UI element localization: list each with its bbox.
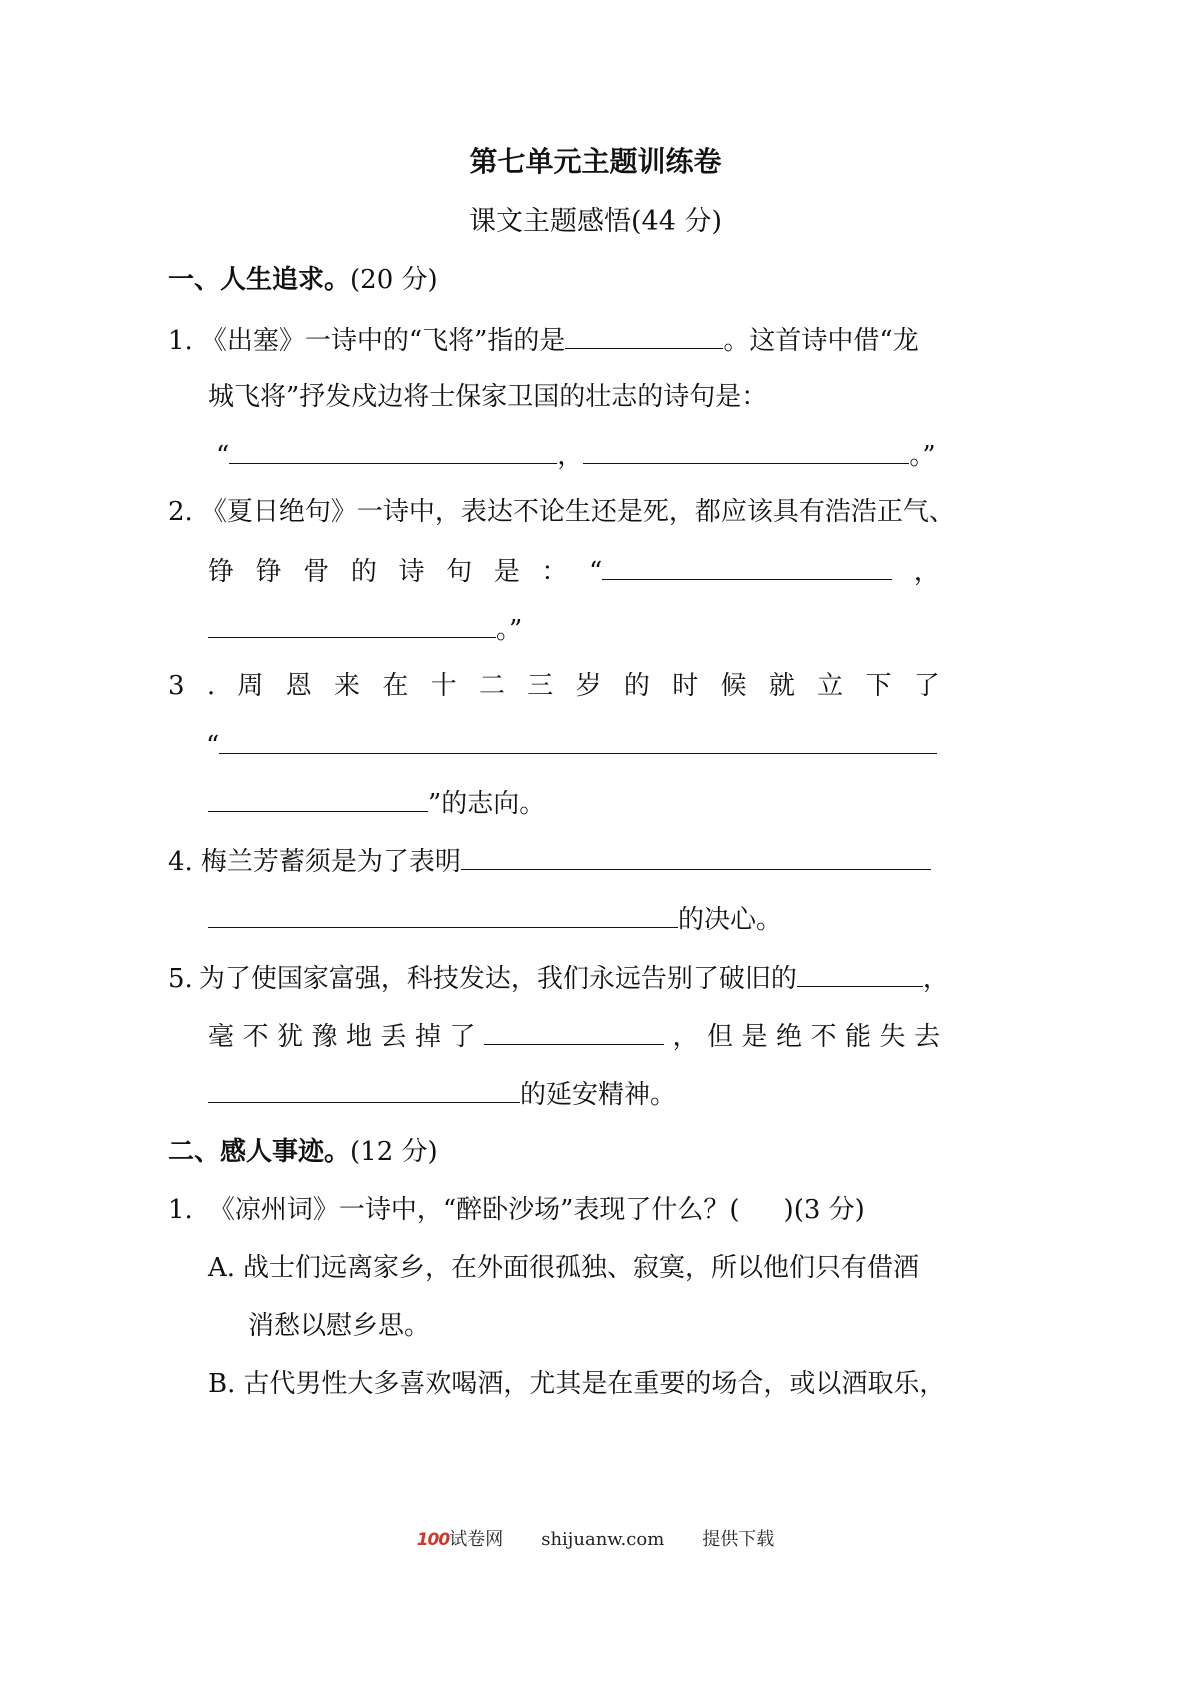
question-number: 3 (168, 671, 185, 701)
char: 是 (493, 557, 520, 587)
quote-and-blank (589, 553, 892, 589)
question-3-line-2 (206, 727, 937, 763)
question-5-line-3 (208, 1076, 676, 1112)
answer-blank[interactable] (583, 437, 909, 464)
char: 就 (768, 671, 795, 701)
comma: ， (922, 964, 949, 994)
question-text: 《凉州词》一诗中，“醉卧沙场”表现了什么？( (208, 1195, 740, 1225)
char: 毫 (208, 1022, 235, 1052)
char: 地 (346, 1022, 373, 1052)
open-quote: “ (216, 441, 230, 471)
char: 但 (706, 1022, 733, 1052)
question-number: 2. (168, 497, 193, 527)
char: 不 (242, 1022, 269, 1052)
question-text: 《夏日绝句》一诗中，表达不论生还是死，都应该具有浩浩正气、 (200, 497, 955, 527)
char: 能 (844, 1022, 871, 1052)
char: 的 (350, 557, 377, 587)
char: 绝 (775, 1022, 802, 1052)
question-3-line-1 (168, 669, 940, 703)
site-logo: 100 (416, 1530, 450, 1550)
answer-blank[interactable] (219, 727, 937, 754)
char: 周 (237, 671, 264, 701)
char: 犹 (277, 1022, 304, 1052)
char: 恩 (285, 671, 312, 701)
question-text: 的延安精神。 (520, 1080, 677, 1110)
answer-blank[interactable] (208, 901, 678, 928)
char: 三 (527, 671, 554, 701)
char: 时 (672, 671, 699, 701)
close-quote: 。” (909, 441, 936, 471)
char: 豫 (311, 1022, 338, 1052)
question-2-1-line (168, 1193, 865, 1227)
download-note: 提供下载 (702, 1529, 775, 1550)
question-text: 梅兰芳蓄须是为了表明 (200, 847, 461, 877)
section-heading (168, 263, 438, 297)
char: 铮 (208, 557, 235, 587)
question-4-line-2 (208, 901, 782, 937)
comma: ， (913, 557, 940, 587)
option-a-line-2: 消愁以慰乡思。 (248, 1311, 431, 1341)
section-title: 二、感人事迹。 (168, 1137, 351, 1167)
answer-blank[interactable] (565, 322, 723, 349)
page-title: 第七单元主题训练卷 (469, 145, 722, 178)
question-1-line-3 (216, 437, 936, 473)
page-subtitle: 课文主题感悟(44 分) (468, 206, 722, 237)
question-5-line-2 (208, 1018, 940, 1054)
char: 来 (334, 671, 361, 701)
question-3-line-3 (208, 785, 545, 821)
comma: ， (672, 1022, 699, 1052)
open-quote: “ (589, 557, 603, 587)
question-1-line-1 (168, 322, 919, 358)
answer-blank[interactable] (602, 553, 892, 580)
char: 掉 (415, 1022, 442, 1052)
char: 立 (817, 671, 844, 701)
section-heading (168, 1135, 438, 1169)
char: 了 (913, 671, 940, 701)
answer-blank[interactable] (797, 960, 923, 987)
char: 去 (913, 1022, 940, 1052)
answer-blank[interactable] (208, 1076, 520, 1103)
option-text: 战士们远离家乡，在外面很孤独、寂寞，所以他们只有借酒 (243, 1253, 920, 1283)
char: 铮 (255, 557, 282, 587)
question-text: 为了使国家富强，科技发达，我们永远告别了破旧的 (198, 964, 797, 994)
question-2-line-3 (208, 611, 522, 647)
question-number: 4. (168, 847, 193, 877)
char: 二 (478, 671, 505, 701)
question-number: 1. (168, 1195, 193, 1225)
char: ： (541, 557, 568, 587)
char: 是 (741, 1022, 768, 1052)
comma: ， (557, 441, 584, 471)
site-domain[interactable]: shijuanw.com (541, 1529, 665, 1550)
char: 十 (430, 671, 457, 701)
question-number: 5. (168, 964, 193, 994)
site-name: 试卷网 (449, 1529, 504, 1550)
question-text: ”的志向。 (428, 789, 546, 819)
answer-blank[interactable] (461, 843, 931, 870)
question-2-line-1 (168, 495, 955, 529)
question-5-line-1 (168, 960, 949, 996)
open-quote: “ (206, 731, 220, 761)
question-1-line-2: 城飞将”抒发戍边将士保家卫国的壮志的诗句是： (208, 382, 768, 412)
answer-blank[interactable] (484, 1018, 664, 1045)
section-points: (12 分) (350, 1137, 438, 1167)
question-text: 《出塞》一诗中的“飞将”指的是 (200, 326, 566, 356)
char: 候 (720, 671, 747, 701)
option-text: 古代男性大多喜欢喝酒，尤其是在重要的场合，或以酒取乐， (243, 1369, 946, 1399)
answer-blank[interactable] (229, 437, 557, 464)
question-text: 。这首诗中借“龙 (723, 326, 919, 356)
option-a-line-1 (208, 1251, 919, 1285)
char: 骨 (303, 557, 330, 587)
section-title: 一、人生追求。 (168, 265, 351, 295)
char: 岁 (575, 671, 602, 701)
option-label: A. (208, 1253, 236, 1283)
question-2-line-2 (208, 553, 940, 589)
char: 了 (449, 1022, 476, 1052)
page-footer (0, 1528, 1191, 1552)
char: 下 (865, 671, 892, 701)
char: 的 (623, 671, 650, 701)
char: 失 (879, 1022, 906, 1052)
answer-blank[interactable] (208, 785, 428, 812)
question-number: 1. (168, 326, 193, 356)
question-points: )(3 分) (783, 1195, 865, 1225)
char: 诗 (398, 557, 425, 587)
option-label: B. (208, 1369, 236, 1399)
section-points: (20 分) (350, 265, 438, 295)
close-quote: 。” (496, 615, 523, 645)
question-text: 的决心。 (678, 905, 783, 935)
char: . (206, 671, 216, 701)
question-4-line-1 (168, 843, 931, 879)
char: 在 (382, 671, 409, 701)
answer-blank[interactable] (208, 611, 496, 638)
option-b-line-1 (208, 1367, 945, 1401)
char: 句 (446, 557, 473, 587)
char: 不 (810, 1022, 837, 1052)
char: 丢 (380, 1022, 407, 1052)
